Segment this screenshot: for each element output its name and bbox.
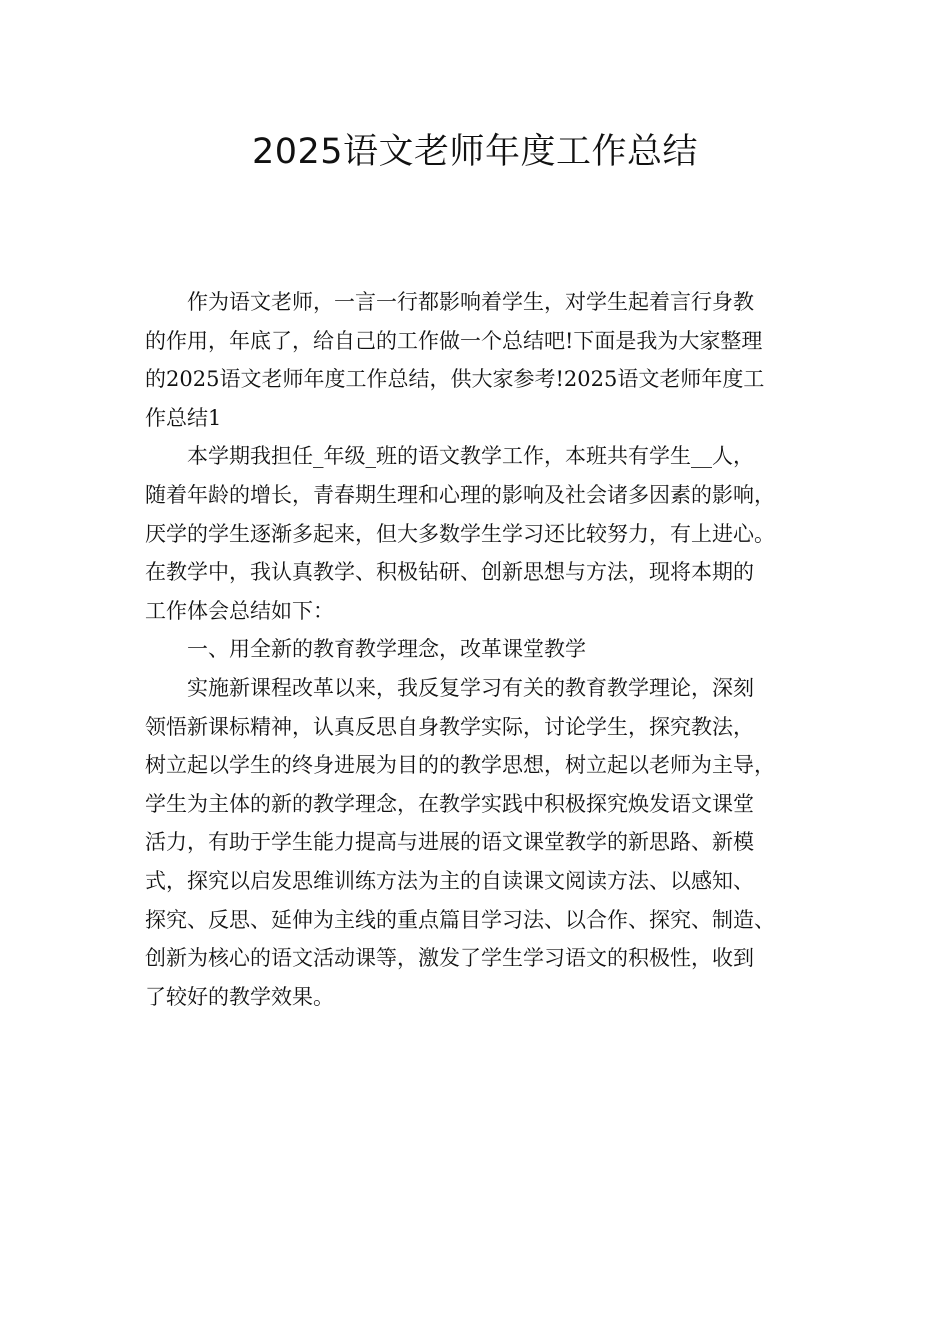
- text-line: 工作体会总结如下：: [145, 598, 334, 623]
- text-line: 在教学中，我认真教学、积极钻研、创新思想与方法，现将本期的: [145, 560, 754, 585]
- text-line: 领悟新课标精神，认真反思自身教学实际，讨论学生，探究教法，: [145, 714, 754, 739]
- text-line: 式，探究以启发思维训练方法为主的自读课文阅读方法、以感知、: [145, 868, 754, 893]
- text-line: 探究、反思、延伸为主线的重点篇目学习法、以合作、探究、制造、: [145, 907, 775, 932]
- text-line: 树立起以学生的终身进展为目的的教学思想，树立起以老师为主导，: [145, 753, 775, 778]
- text-line: 创新为核心的语文活动课等，激发了学生学习语文的积极性，收到: [145, 946, 754, 971]
- section-heading: [145, 630, 825, 669]
- text-line: 本学期我担任_年级_班的语文教学工作，本班共有学生__人，: [187, 444, 754, 469]
- document-body: [145, 283, 825, 1016]
- situation-paragraph: [145, 437, 825, 630]
- document-title: 2025语文老师年度工作总结: [251, 132, 699, 172]
- text-line: 学生为主体的新的教学理念，在教学实践中积极探究焕发语文课堂: [145, 791, 754, 816]
- text-line: 活力，有助于学生能力提高与进展的语文课堂教学的新思路、新模: [145, 830, 754, 855]
- text-line: 随着年龄的增长，青春期生理和心理的影响及社会诸多因素的影响，: [145, 482, 775, 507]
- text-line: 实施新课程改革以来，我反复学习有关的教育教学理论，深刻: [187, 675, 754, 700]
- text-line: 作总结1: [145, 405, 222, 430]
- text-line: 的作用，年底了，给自己的工作做一个总结吧!下面是我为大家整理: [145, 328, 763, 353]
- text-line: 了较好的教学效果。: [145, 984, 334, 1009]
- section-heading-text: 一、用全新的教育教学理念，改革课堂教学: [187, 637, 586, 662]
- reform-paragraph: [145, 669, 825, 1016]
- intro-paragraph: [145, 283, 825, 437]
- text-line: 厌学的学生逐渐多起来，但大多数学生学习还比较努力，有上进心。: [145, 521, 775, 546]
- text-line: 作为语文老师，一言一行都影响着学生，对学生起着言行身教: [187, 290, 754, 314]
- text-line: 的2025语文老师年度工作总结，供大家参考!2025语文老师年度工: [145, 367, 765, 392]
